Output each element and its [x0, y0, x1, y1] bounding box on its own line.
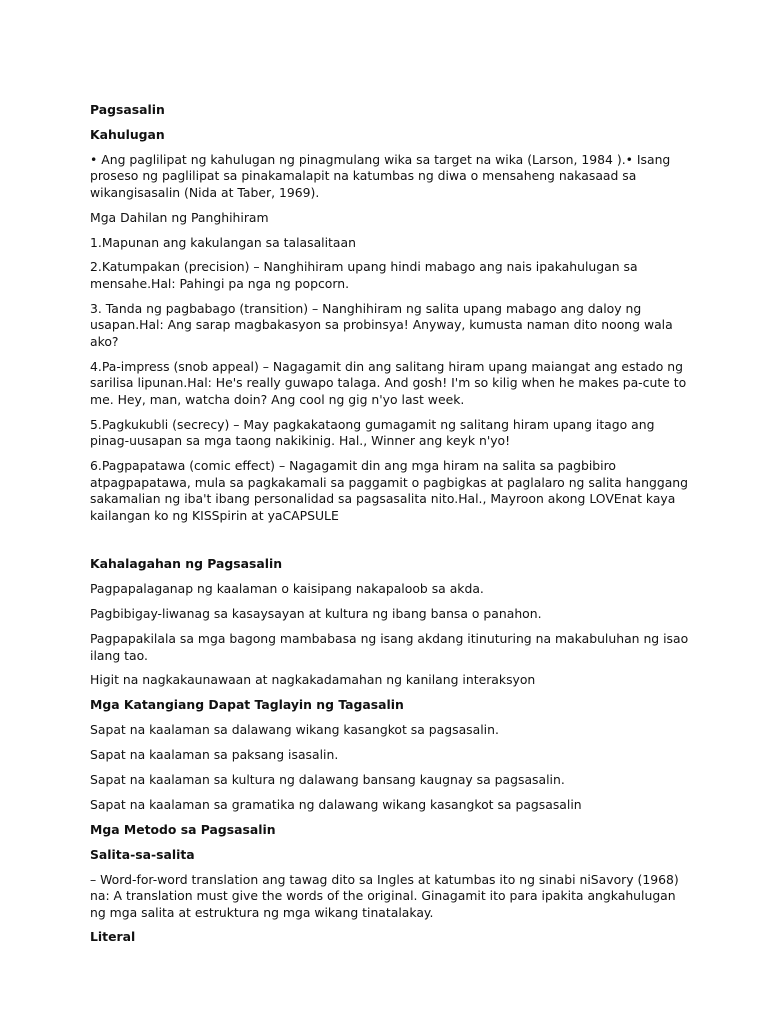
katangian-item: Sapat na kaalaman sa paksang isasalin.: [90, 747, 339, 763]
dahilan-item: 5.Pagkukubli (secrecy) – May pagkakataong gumagamit ng salitang hiram upang itago ang pinag-uusapan sa mga taong nakikinig. Hal., Winner ang keyk n'yo!: [90, 416, 655, 449]
salita-sa-salita-paragraph: – Word-for-word translation ang tawag dito sa Ingles at katumbas ito ng sinabi niSavory (1968) na: A translation must give the words of the original. Ginagamit ito para ipakita angkahulugan ng mga salita at estruktura ng mga wikang tinatalakay.: [90, 871, 679, 920]
dahilan-item: 1.Mapunan ang kakulangan sa talasalitaan: [90, 234, 356, 250]
kahalagahan-item: Higit na nagkakaunawaan at nagkakadamahan ng kanilang interaksyon: [90, 672, 536, 688]
kahalagahan-item: Pagpapalaganap ng kaalaman o kaisipang nakapaloob sa akda.: [90, 581, 484, 597]
katangian-item: Sapat na kaalaman sa kultura ng dalawang bansang kaugnay sa pagsasalin.: [90, 772, 565, 788]
subheading-salita-sa-salita: Salita-sa-salita: [90, 846, 195, 862]
document-page: [90, 102, 690, 954]
blank-spacer: [90, 532, 690, 556]
katangian-item: Sapat na kaalaman sa dalawang wikang kasangkot sa pagsasalin.: [90, 722, 499, 738]
section-heading-katangian: Mga Katangiang Dapat Taglayin ng Tagasalin: [90, 697, 404, 713]
dahilan-item: 4.Pa-impress (snob appeal) – Nagagamit din ang salitang hiram upang maiangat ang estado ng sarilisa lipunan.Hal: He's really guwapo talaga. And gosh! I'm so kilig when he makes pa-cute to me. Hey, man, watcha doin? Ang cool ng gig n'yo last week.: [90, 358, 687, 407]
section-heading-kahulugan: Kahulugan: [90, 126, 165, 142]
dahilan-item: 6.Pagpapatawa (comic effect) – Nagagamit din ang mga hiram na salita sa pagbibiro atpagpapatawa, mula sa pagkakamali sa paggamit o pagbigkas at paglalaro ng salita hanggang sakamalian ng iba't ibang personalidad sa pagsasalita nito.Hal., Mayroon akong LOVEnat kaya kailangan ko ng KISSpirin at yaCAPSULE: [90, 458, 689, 523]
dahilan-item: 3. Tanda ng pagbabago (transition) – Nanghihiram ng salita upang mabago ang daloy ng usapan.Hal: Ang sarap magbakasyon sa probinsya! Anyway, kumusta naman dito noong wala ako?: [90, 300, 673, 349]
kahulugan-paragraph: • Ang paglilipat ng kahulugan ng pinagmulang wika sa target na wika (Larson, 1984 ).• Isang proseso ng paglilipat sa pinakamalapit na katumbas ng diwa o mensaheng nakasaad sa wikangisasalin (Nida at Taber, 1969).: [90, 151, 671, 200]
section-heading-metodo: Mga Metodo sa Pagsasalin: [90, 821, 276, 837]
dahilan-item: 2.Katumpakan (precision) – Nanghihiram upang hindi mabago ang nais ipakahulugan sa mensahe.Hal: Pahingi pa nga ng popcorn.: [90, 259, 638, 291]
kahalagahan-item: Pagbibigay-liwanag sa kasaysayan at kultura ng ibang bansa o panahon.: [90, 606, 542, 622]
document-title: Pagsasalin: [90, 102, 165, 117]
katangian-item: Sapat na kaalaman sa gramatika ng dalawang wikang kasangkot sa pagsasalin: [90, 796, 582, 812]
subheading-literal: Literal: [90, 929, 136, 945]
kahalagahan-item: Pagpapakilala sa mga bagong mambabasa ng isang akdang itinuturing na makabuluhan ng isao ilang tao.: [90, 631, 689, 663]
section-heading-kahalagahan: Kahalagahan ng Pagsasalin: [90, 556, 283, 572]
section-heading-dahilan: Mga Dahilan ng Panghihiram: [90, 209, 269, 225]
